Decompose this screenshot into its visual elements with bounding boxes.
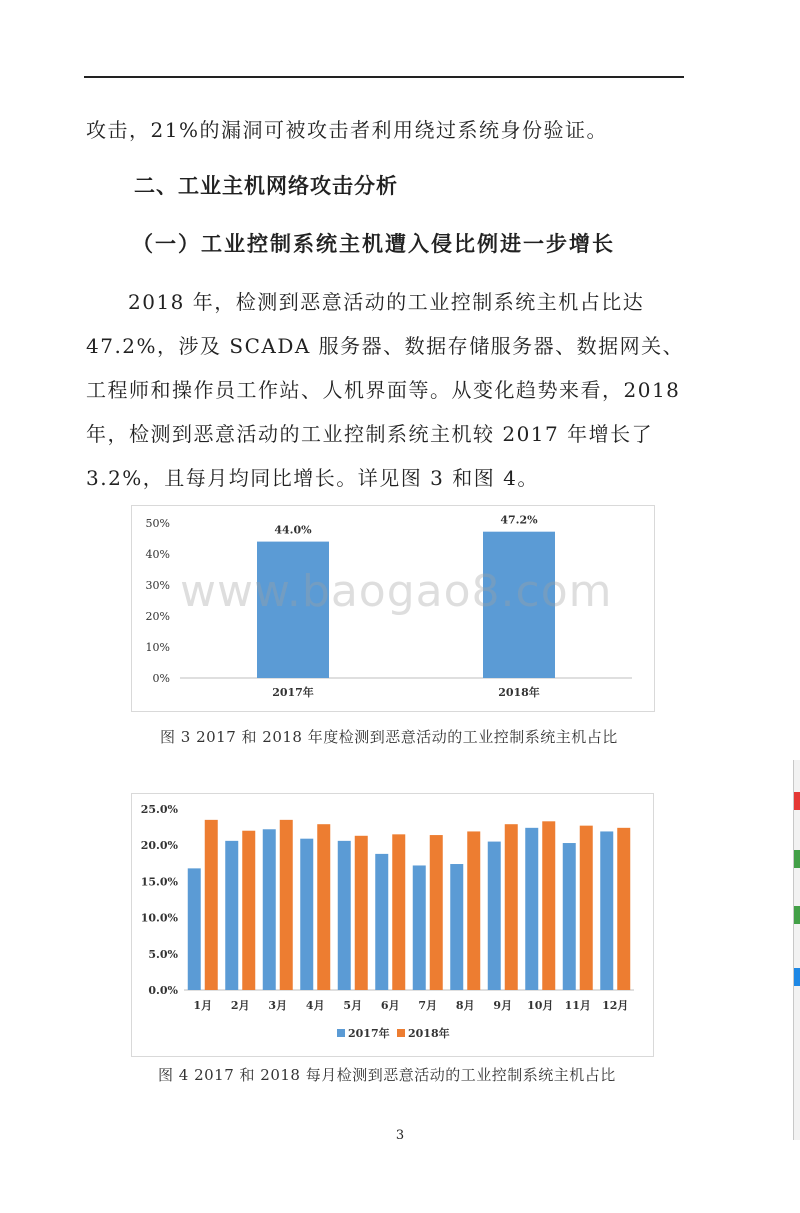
figure-3-caption: 图 3 2017 和 2018 年度检测到恶意活动的工业控制系统主机占比 — [160, 728, 618, 746]
x-tick-label: 4月 — [305, 999, 325, 1012]
y-tick-label: 40% — [145, 548, 170, 561]
bar — [263, 829, 276, 990]
window-edge — [793, 760, 800, 1140]
y-tick-label: 0.0% — [148, 984, 178, 997]
x-tick-label: 7月 — [418, 999, 438, 1012]
data-label: 44.0% — [274, 523, 312, 537]
bar — [617, 828, 630, 990]
legend-swatch — [337, 1029, 345, 1037]
x-tick-label: 1月 — [193, 999, 213, 1012]
bar — [242, 831, 255, 990]
monthly-bar-chart — [132, 794, 653, 1056]
x-tick-label: 2018年 — [498, 686, 540, 699]
bar — [467, 831, 480, 990]
legend-swatch — [397, 1029, 405, 1037]
edge-marker — [794, 850, 800, 868]
y-tick-label: 10.0% — [140, 911, 178, 925]
figure-4-caption: 图 4 2017 和 2018 每月检测到恶意活动的工业控制系统主机占比 — [158, 1066, 616, 1084]
x-tick-label: 2017年 — [272, 686, 314, 699]
bar — [488, 842, 501, 990]
y-tick-label: 30% — [145, 579, 170, 592]
y-tick-label: 15.0% — [140, 875, 178, 889]
data-label: 47.2% — [500, 513, 538, 527]
bar — [413, 865, 426, 990]
x-tick-label: 6月 — [380, 999, 400, 1012]
x-tick-label: 12月 — [602, 999, 629, 1012]
y-tick-label: 25.0% — [140, 803, 178, 816]
paragraph-line: 3.2%，且每月均同比增长。详见图 3 和图 4。 — [86, 466, 539, 490]
x-tick-label: 10月 — [527, 999, 554, 1012]
paragraph-line: 2018 年，检测到恶意活动的工业控制系统主机占比达 — [128, 290, 645, 314]
bar — [430, 835, 443, 990]
edge-marker — [794, 906, 800, 924]
bar — [300, 839, 313, 990]
chart-figure-4 — [131, 793, 654, 1057]
bar — [525, 828, 538, 990]
y-tick-label: 20.0% — [140, 839, 178, 853]
y-tick-label: 0% — [152, 672, 170, 685]
subsection-heading: （一）工业控制系统主机遭入侵比例进一步增长 — [132, 231, 615, 256]
bar — [375, 854, 388, 990]
body-line-1: 攻击，21%的漏洞可被攻击者利用绕过系统身份验证。 — [86, 118, 608, 142]
bar — [225, 841, 238, 990]
bar — [505, 824, 518, 990]
x-tick-label: 5月 — [343, 999, 363, 1012]
bar — [257, 542, 329, 678]
section-heading: 二、工业主机网络攻击分析 — [134, 173, 398, 198]
bar — [280, 820, 293, 990]
page-number: 3 — [395, 1128, 405, 1143]
paragraph-line: 工程师和操作员工作站、人机界面等。从变化趋势来看，2018 — [86, 378, 681, 402]
bar — [450, 864, 463, 990]
paragraph-line: 47.2%，涉及 SCADA 服务器、数据存储服务器、数据网关、 — [86, 334, 685, 358]
y-tick-label: 50% — [145, 517, 170, 530]
chart-figure-3 — [131, 505, 655, 712]
legend-label: 2017年 — [348, 1027, 390, 1040]
bar — [338, 841, 351, 990]
y-tick-label: 20% — [145, 610, 170, 623]
x-tick-label: 9月 — [493, 999, 513, 1012]
x-tick-label: 2月 — [230, 999, 250, 1012]
y-tick-label: 10% — [145, 641, 170, 654]
bar — [580, 826, 593, 990]
edge-marker — [794, 968, 800, 986]
x-tick-label: 3月 — [268, 999, 288, 1012]
bar — [392, 834, 405, 990]
x-tick-label: 8月 — [455, 999, 475, 1012]
bar — [205, 820, 218, 990]
bar — [188, 868, 201, 990]
bar — [563, 843, 576, 990]
annual-bar-chart — [132, 506, 654, 711]
x-tick-label: 11月 — [564, 999, 591, 1012]
bar — [542, 821, 555, 990]
paragraph-line: 年，检测到恶意活动的工业控制系统主机较 2017 年增长了 — [86, 422, 654, 446]
watermark: www.baogao8.com — [180, 566, 613, 617]
legend-label: 2018年 — [408, 1027, 450, 1040]
header-rule — [84, 76, 684, 78]
bar — [355, 836, 368, 990]
bar — [317, 824, 330, 990]
edge-marker — [794, 792, 800, 810]
y-tick-label: 5.0% — [148, 947, 178, 961]
bar — [600, 831, 613, 990]
bar — [483, 532, 555, 678]
